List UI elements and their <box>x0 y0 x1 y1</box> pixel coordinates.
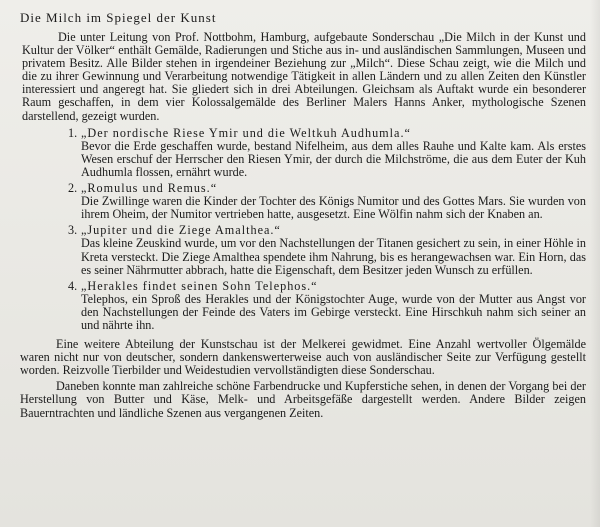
intro-paragraph: Die unter Leitung von Prof. Nottbohm, Hamburg, aufgebaute Sonderschau „Die Milch in der Kunst und Kultur der Völker“ enthält Gemälde, Radierungen und Stiche aus in- und ausländischen Sammlungen, Museen und privatem Besitz. Alle Bilder stehen in irgendeiner Beziehung zur „Milch“. Diese Schau zeigt, wie die Milch und die zu ihrer Gewinnung und Verarbeitung notwendige Tätigkeit in allen Ländern und zu allen Zeiten den Künstler interessiert und angeregt hat. Sie gliedert sich in drei Abteilungen. Gleichsam als Auftakt wurde ein besonderer Raum geschaffen, in dem vier Kolossalgemälde des Berliner Malers Hanns Anker, mythologische Szenen darstellend, gezeigt wurden. <box>22 30 586 123</box>
list-item <box>68 125 586 179</box>
list-item-number: 4. <box>68 278 78 293</box>
closing-paragraph: Daneben konnte man zahlreiche schöne Farbendrucke und Kupferstiche sehen, in denen der Vorgang bei der Herstellung von Butter und Käse, Melk- und Arbeitsgefäße dargestellt werden. Andere Bilder zeigen Bauerntrachten und ländliche Szenen aus vergangenen Zeiten. <box>20 379 586 420</box>
list-item-text: Bevor die Erde geschaffen wurde, bestand Nifelheim, aus dem alles Rauhe und Kalte kam. Als erstes Wesen erschuf der Herrscher den Riesen Ymir, der durch die Milchströme, die aus dem Euter der Kuh Audhumla flossen, ernährt wurde. <box>81 138 586 179</box>
painting-list <box>20 127 586 332</box>
closing-section <box>20 338 586 420</box>
article-heading: Die Milch im Spiegel der Kunst <box>20 10 217 25</box>
closing-paragraph: Eine weitere Abteilung der Kunstschau ist der Melkerei gewidmet. Eine Anzahl wertvoller Ölgemälde waren nicht nur von deutscher, sondern dankenswerterweise auch von ausländischer Seite zur Verfügung gestellt worden. Reizvolle Tierbilder und Weidestudien vervollständigten diese Sonderschau. <box>20 337 586 378</box>
list-item <box>68 181 586 222</box>
list-item-title: 1. „Der nordische Riese Ymir und die Weltkuh Audhumla.“ <box>68 125 411 140</box>
list-item-number: 2. <box>68 181 78 196</box>
list-item <box>68 278 586 332</box>
list-item-number: 3. <box>68 223 78 238</box>
list-item-text: Telephos, ein Sproß des Herakles und der Königstochter Auge, wurde von der Mutter aus Angst vor den Nachstellungen der Feinde des Vaters im Gebirge versteckt. Eine Hirschkuh nahm sich seiner an und nährte ihn. <box>81 291 586 332</box>
list-item-text: Das kleine Zeuskind wurde, um vor den Nachstellungen der Titanen gesichert zu sein, in einer Höhle in Kreta versteckt. Die Ziege Amalthea spendete ihm Nahrung, bis es herangewachsen war. Ein Horn, das es seiner Nährmutter abbrach, hatte die Eigenschaft, dem Besitzer jeden Wunsch zu erfüllen. <box>81 236 586 277</box>
list-item-title: 2. „Romulus und Remus.“ <box>68 181 218 196</box>
list-item-number: 1. <box>68 125 78 140</box>
list-item-text: Die Zwillinge waren die Kinder der Tochter des Königs Numitor und des Gottes Mars. Sie wurden von ihrem Oheim, der Numitor vertrieben hatte, ausgesetzt. Eine Wölfin nahm sich der Knaben an. <box>81 194 586 222</box>
list-item <box>68 223 586 277</box>
list-item-title: 3. „Jupiter und die Ziege Amalthea.“ <box>68 223 281 238</box>
page-edge-shadow <box>590 0 600 527</box>
list-item-title: 4. „Herakles findet seinen Sohn Telephos.“ <box>68 278 318 293</box>
